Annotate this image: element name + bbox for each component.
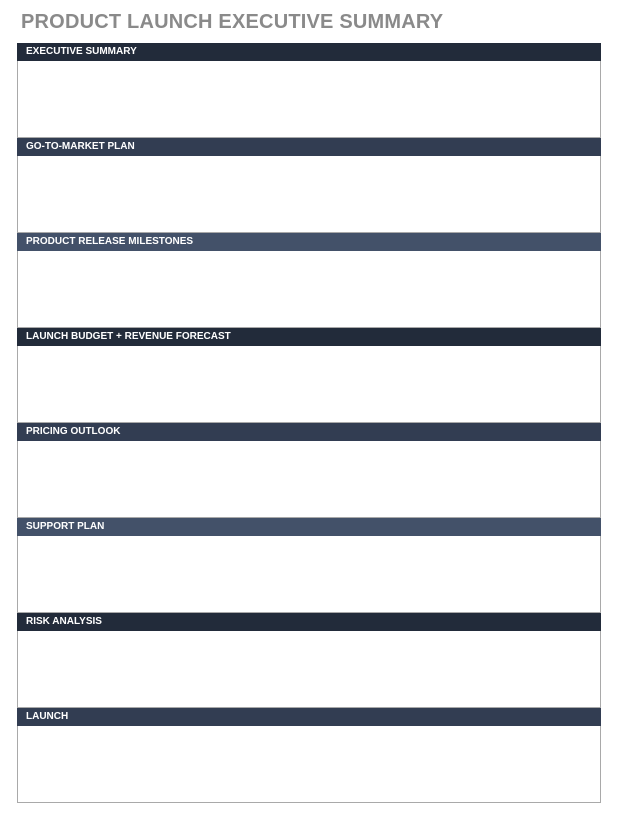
section-header: PRODUCT RELEASE MILESTONES — [17, 233, 601, 251]
section-support-plan — [17, 518, 601, 613]
sections-container — [17, 43, 601, 803]
page-title: PRODUCT LAUNCH EXECUTIVE SUMMARY — [21, 11, 444, 33]
section-risk-analysis — [17, 613, 601, 708]
section-body-field[interactable] — [17, 251, 601, 328]
section-pricing-outlook — [17, 423, 601, 518]
section-header: PRICING OUTLOOK — [17, 423, 601, 441]
section-body-field[interactable] — [17, 156, 601, 233]
section-body-field[interactable] — [17, 61, 601, 138]
section-body-field[interactable] — [17, 631, 601, 708]
section-header: EXECUTIVE SUMMARY — [17, 43, 601, 61]
section-header: SUPPORT PLAN — [17, 518, 601, 536]
section-executive-summary — [17, 43, 601, 138]
section-product-release-milestones — [17, 233, 601, 328]
section-body-field[interactable] — [17, 536, 601, 613]
section-header: LAUNCH — [17, 708, 601, 726]
section-body-field[interactable] — [17, 441, 601, 518]
section-body-field[interactable] — [17, 726, 601, 803]
section-launch-budget-revenue-forecast — [17, 328, 601, 423]
section-header: GO-TO-MARKET PLAN — [17, 138, 601, 156]
section-body-field[interactable] — [17, 346, 601, 423]
section-header: LAUNCH BUDGET + REVENUE FORECAST — [17, 328, 601, 346]
section-launch — [17, 708, 601, 803]
section-go-to-market-plan — [17, 138, 601, 233]
section-header: RISK ANALYSIS — [17, 613, 601, 631]
